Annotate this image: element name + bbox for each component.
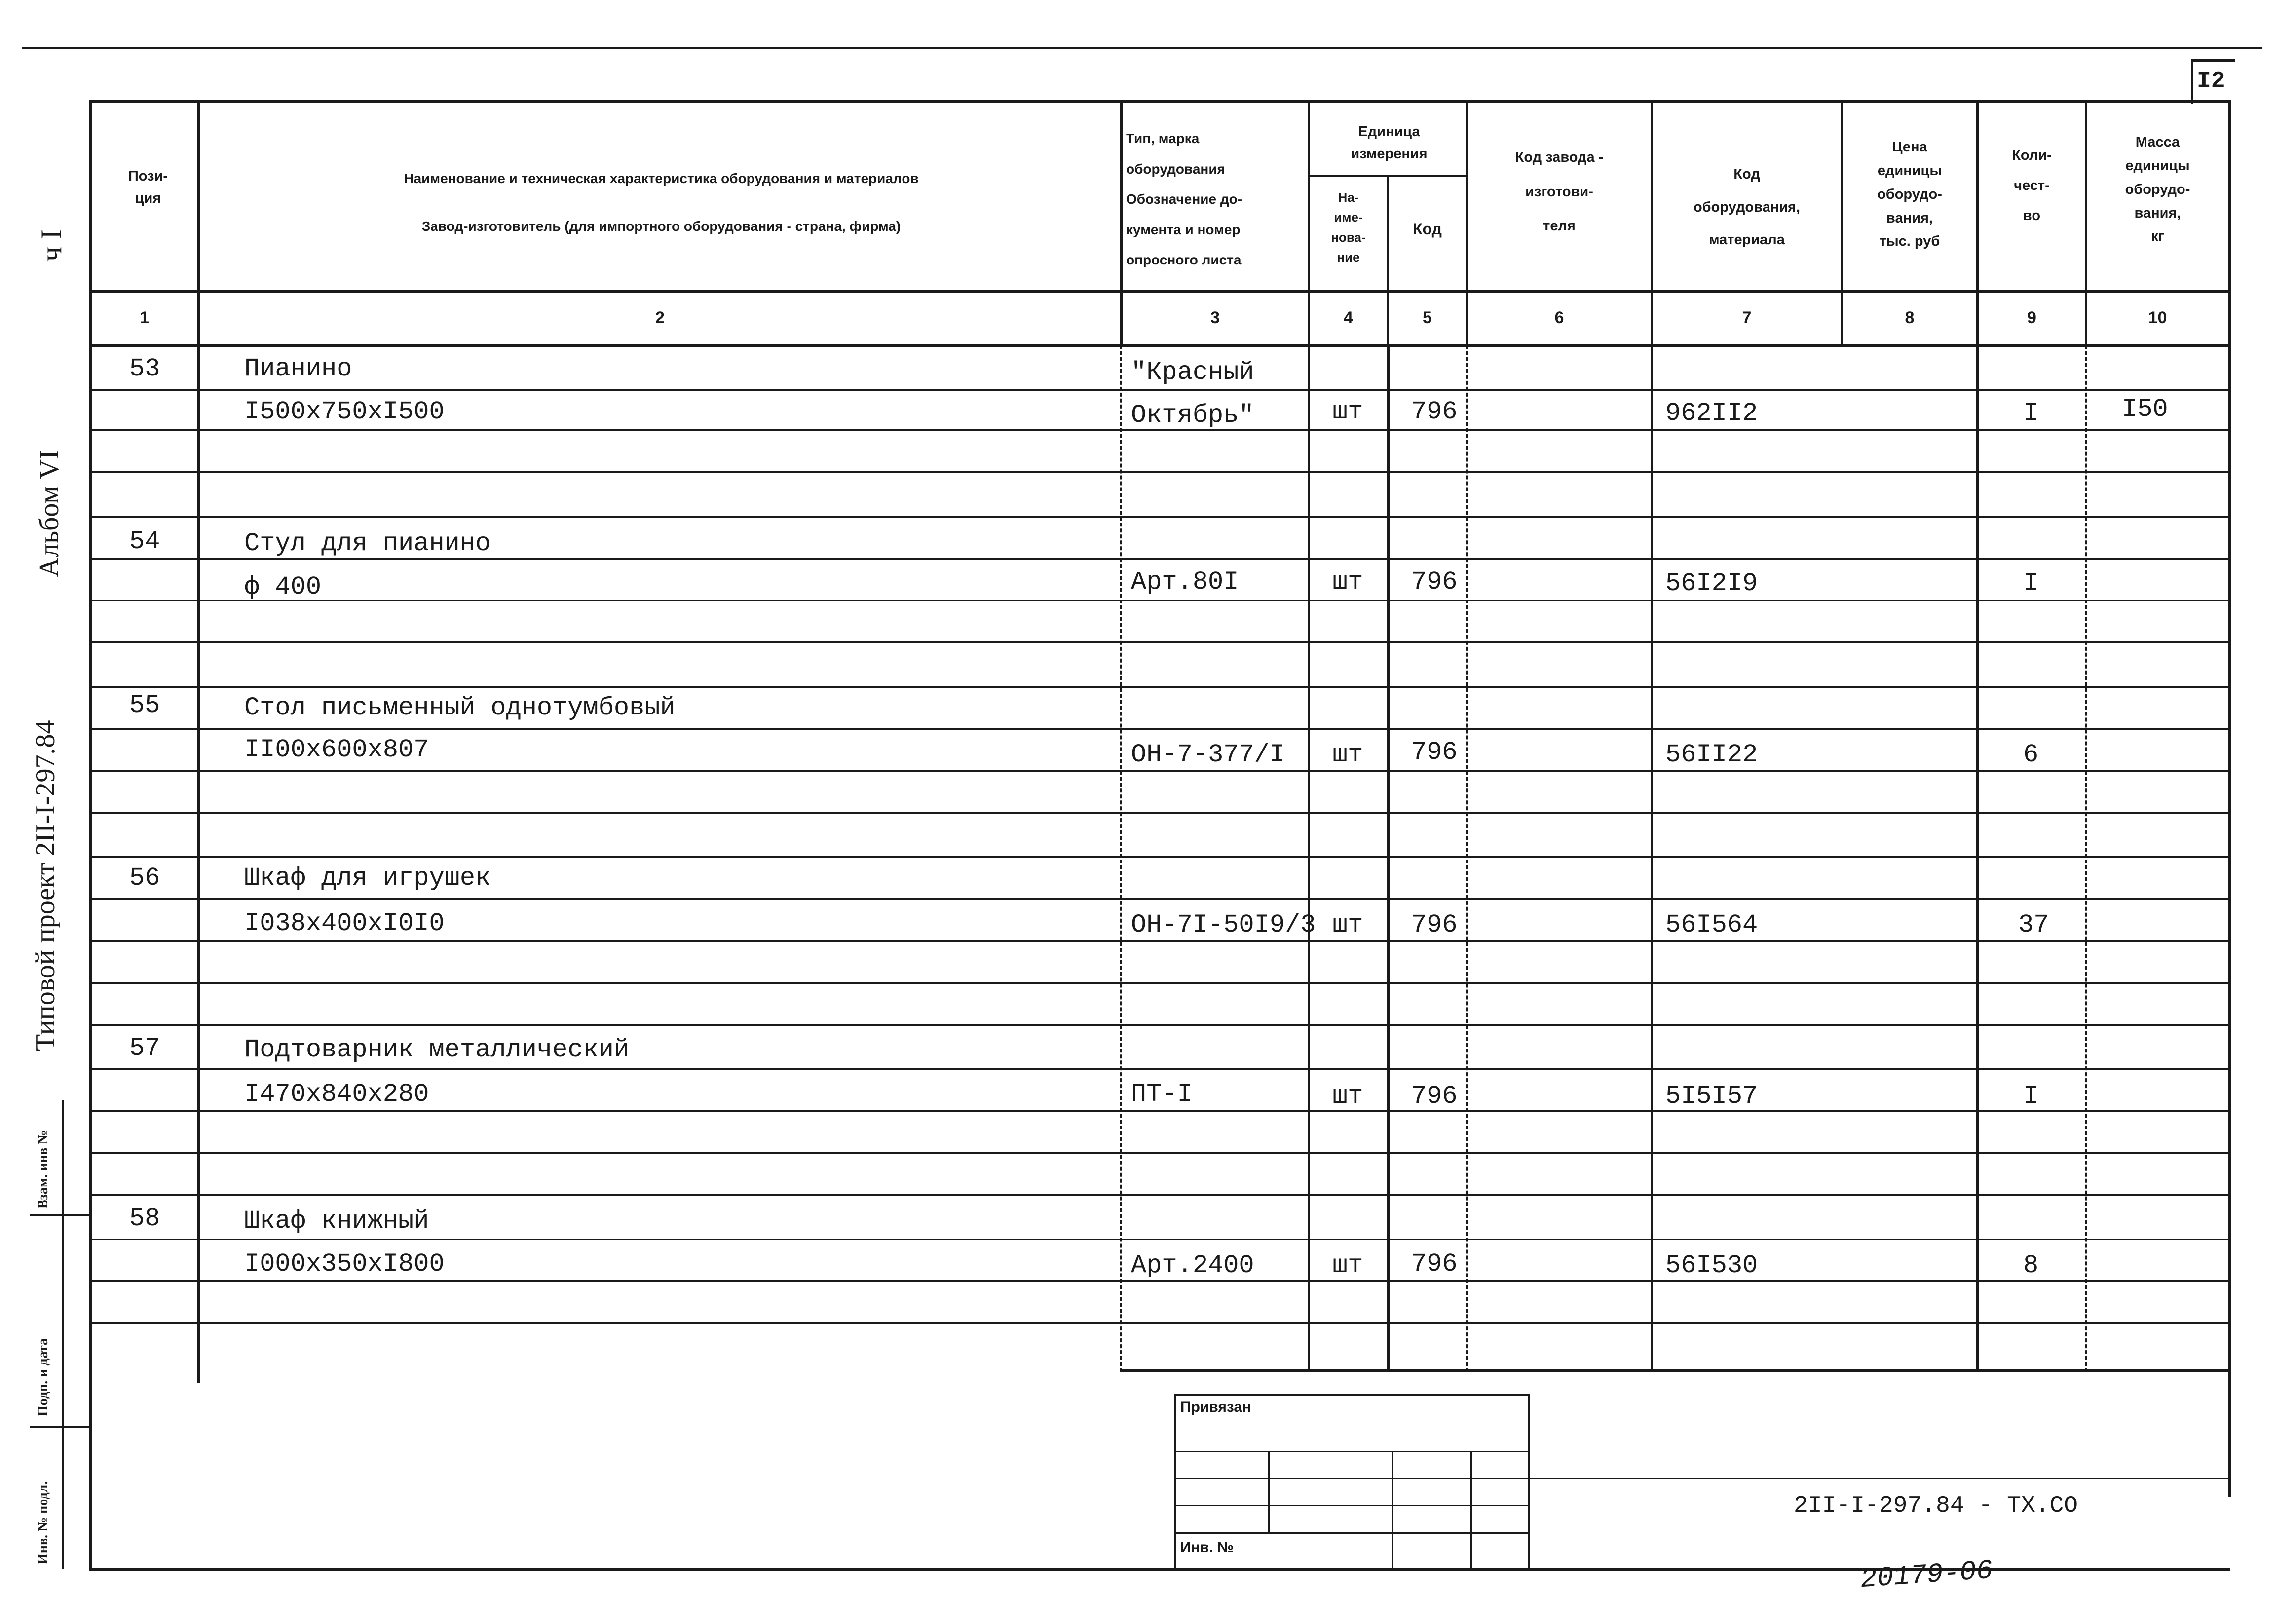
row-line xyxy=(89,728,2230,730)
header-equip-code: Код оборудования, материала xyxy=(1693,166,1801,248)
row-54-spec: ф 400 xyxy=(244,572,322,601)
body-col-div-7 xyxy=(1651,345,1653,1372)
row-58-unit: шт xyxy=(1332,1251,1363,1280)
header-mass: Масса единицы оборудо- вания, кг xyxy=(2125,134,2190,245)
sheet-number: I2 xyxy=(2197,68,2225,95)
frame-top xyxy=(91,100,2230,103)
row-line xyxy=(89,686,2230,688)
row-55-spec: II00x600x807 xyxy=(244,735,429,764)
header-unit-code: Код xyxy=(1413,220,1442,238)
colnum-3: 3 xyxy=(1210,308,1220,327)
row-56-type: ОН-7I-50I9/3 xyxy=(1131,910,1316,939)
row-56-equip-code: 56I564 xyxy=(1665,910,1758,939)
colnum-8: 8 xyxy=(1905,308,1915,327)
header-bottom xyxy=(89,290,2230,293)
row-line xyxy=(89,1068,2230,1070)
row-line xyxy=(89,1239,2230,1240)
row-57-unit: шт xyxy=(1332,1082,1363,1111)
title-block-top xyxy=(1530,1478,2230,1479)
row-58-qty: 8 xyxy=(2023,1251,2039,1280)
row-53-unit-code: 796 xyxy=(1411,397,1458,426)
stamp-priviazan: Привязан xyxy=(1180,1399,1251,1415)
stamp-top xyxy=(1174,1394,1530,1396)
side-stamp-hline-1 xyxy=(30,1214,91,1216)
row-56-spec: I038x400xI0I0 xyxy=(244,909,445,938)
body-col-div-2 xyxy=(1120,345,1122,1372)
row-line xyxy=(89,1194,2230,1196)
row-line xyxy=(89,471,2230,473)
body-col-div-8 xyxy=(1976,345,1979,1372)
stamp-h3 xyxy=(1174,1505,1530,1506)
row-58-equip-code: 56I530 xyxy=(1665,1251,1758,1280)
row-57-equip-code: 5I5I57 xyxy=(1665,1082,1758,1111)
row-line xyxy=(89,898,2230,900)
row-58-unit-code: 796 xyxy=(1411,1249,1458,1278)
row-54-unit-code: 796 xyxy=(1411,567,1458,597)
stamp-v3 xyxy=(1470,1451,1472,1569)
stamp-h4 xyxy=(1174,1532,1530,1534)
row-53-equip-code: 962II2 xyxy=(1665,399,1758,428)
body-col-div-5 xyxy=(1466,345,1468,1372)
row-57-position: 57 xyxy=(129,1034,160,1063)
row-53-spec: I500x750xI500 xyxy=(244,397,445,426)
unit-subheader-line xyxy=(1310,175,1468,177)
header-name-line2: Завод-изготовитель (для импортного оборудования - страна, фирма) xyxy=(421,219,901,234)
header-name-line1: Наименование и техническая характеристика оборудования и материалов xyxy=(404,171,919,186)
table-bottom xyxy=(1120,1369,2230,1372)
side-project-label: Типовой проект 2II-I-297.84 xyxy=(30,720,61,1051)
row-line xyxy=(89,516,2230,518)
row-line xyxy=(89,1322,2230,1324)
row-line xyxy=(89,1024,2230,1026)
row-line xyxy=(89,982,2230,984)
body-col-div-3 xyxy=(1308,345,1310,1372)
body-col-div-4 xyxy=(1387,345,1390,1372)
stamp-inv: Инв. № xyxy=(1180,1539,1234,1556)
colnum-5: 5 xyxy=(1423,308,1432,327)
frame-right xyxy=(2228,100,2231,1497)
side-stamp-label-1: Взам. инв № xyxy=(36,1130,51,1209)
doc-code: 2II-I-297.84 - ТХ.СО xyxy=(1794,1493,2078,1519)
stamp-right xyxy=(1528,1394,1530,1569)
side-stamp-hline-2 xyxy=(30,1426,91,1428)
row-line xyxy=(89,940,2230,942)
body-col-div-9 xyxy=(2085,345,2087,1372)
row-line xyxy=(89,600,2230,601)
stamp-left xyxy=(1174,1394,1176,1569)
archive-number: 20179-06 xyxy=(1859,1554,1994,1596)
row-54-position: 54 xyxy=(129,527,160,556)
colnum-2: 2 xyxy=(655,308,665,327)
side-stamp-label-2: Подп. и дата xyxy=(36,1338,51,1416)
header-position: Пози- ция xyxy=(128,168,168,206)
side-stamp-label-3: Инв. № подл. xyxy=(36,1481,51,1564)
row-55-qty: 6 xyxy=(2023,740,2039,769)
row-55-name: Стол письменный однотумбовый xyxy=(244,693,676,722)
row-58-position: 58 xyxy=(129,1204,160,1233)
row-54-unit: шт xyxy=(1332,567,1363,597)
header-factory-code: Код завода - изготови- теля xyxy=(1515,150,1604,234)
row-57-spec: I470x840x280 xyxy=(244,1080,429,1109)
row-53-name: Пианино xyxy=(244,354,352,383)
header-price: Цена единицы оборудо- вания, тыс. руб xyxy=(1877,139,1942,250)
row-56-position: 56 xyxy=(129,863,160,893)
row-55-unit: шт xyxy=(1332,740,1363,769)
row-57-unit-code: 796 xyxy=(1411,1082,1458,1111)
row-54-type: Арт.80I xyxy=(1131,567,1239,597)
header-unit-group: Единица измерения xyxy=(1351,124,1428,162)
row-55-unit-code: 796 xyxy=(1411,738,1458,767)
row-line xyxy=(89,1280,2230,1282)
colnum-1: 1 xyxy=(140,308,149,327)
stamp-h1 xyxy=(1174,1451,1530,1452)
row-56-unit: шт xyxy=(1332,910,1363,939)
row-58-type: Арт.2400 xyxy=(1131,1251,1254,1280)
colnum-9: 9 xyxy=(2027,308,2036,327)
row-line xyxy=(89,641,2230,643)
row-53-type-line2: Октябрь" xyxy=(1131,401,1254,430)
row-55-type: ОН-7-377/I xyxy=(1131,740,1285,769)
row-57-name: Подтоварник металлический xyxy=(244,1035,630,1064)
header-unit-name: На- име- нова- ние xyxy=(1331,190,1366,264)
stamp-v1 xyxy=(1268,1451,1270,1532)
row-54-name: Стул для пианино xyxy=(244,529,491,558)
row-line xyxy=(89,770,2230,772)
stamp-h2 xyxy=(1174,1478,1530,1479)
row-55-position: 55 xyxy=(129,691,160,720)
row-56-name: Шкаф для игрушек xyxy=(244,863,491,893)
row-57-qty: I xyxy=(2023,1082,2039,1111)
colnum-10: 10 xyxy=(2148,308,2167,327)
row-line xyxy=(89,1110,2230,1112)
row-53-type-line1: "Красный xyxy=(1131,358,1254,387)
stamp-v2 xyxy=(1392,1451,1393,1569)
row-54-qty: I xyxy=(2023,569,2039,598)
colnum-bottom xyxy=(89,344,2230,347)
row-line xyxy=(89,812,2230,814)
colnum-6: 6 xyxy=(1554,308,1564,327)
row-line xyxy=(89,1152,2230,1154)
sheet-box-left xyxy=(2191,59,2193,104)
row-58-spec: I000x350xI800 xyxy=(244,1249,445,1278)
colnum-7: 7 xyxy=(1742,308,1752,327)
row-53-mass: I50 xyxy=(2122,395,2168,424)
row-56-qty: 37 xyxy=(2018,910,2049,939)
row-55-equip-code: 56II22 xyxy=(1665,740,1758,769)
top-trim-line xyxy=(22,47,2262,49)
row-53-qty: I xyxy=(2023,399,2039,428)
sheet-box-top xyxy=(2191,59,2235,62)
row-line xyxy=(89,389,2230,391)
side-stamp-vline xyxy=(62,1100,64,1569)
side-album-label: Альбом VI xyxy=(34,450,65,577)
side-part-label: ч I xyxy=(35,229,68,262)
colnum-4: 4 xyxy=(1344,308,1353,327)
header-type: Тип, марка оборудования Обозначение до- кумента и номер опросного листа xyxy=(1126,131,1242,268)
row-53-unit: шт xyxy=(1332,397,1363,426)
col-div-1 xyxy=(197,100,200,1383)
header-quantity: Коли- чест- во xyxy=(2012,148,2052,224)
row-54-equip-code: 56I2I9 xyxy=(1665,569,1758,598)
row-57-type: ПТ-I xyxy=(1131,1080,1193,1109)
row-line xyxy=(89,856,2230,858)
row-53-position: 53 xyxy=(129,354,160,383)
row-56-unit-code: 796 xyxy=(1411,910,1458,939)
row-58-name: Шкаф книжный xyxy=(244,1206,429,1236)
